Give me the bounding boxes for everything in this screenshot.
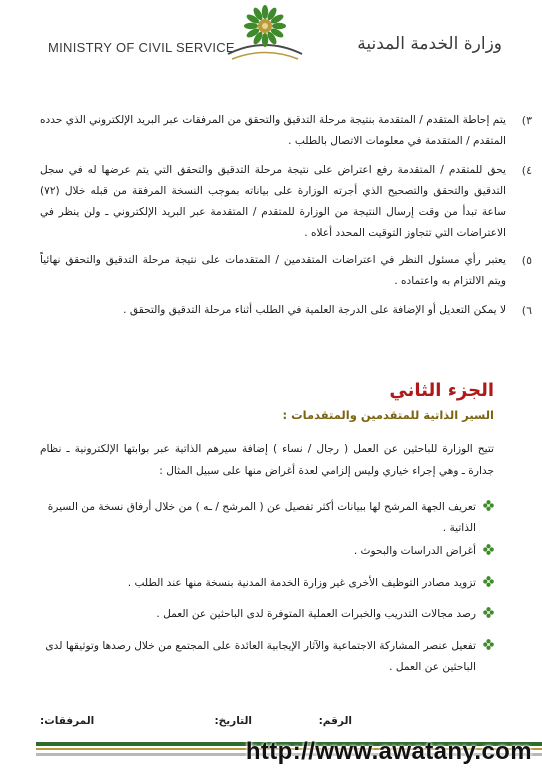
list-item [40, 110, 532, 152]
ministry-name-ar: وزارة الخدمة المدنية [357, 34, 502, 54]
item-number: ٤) [521, 164, 532, 177]
footer-labels [40, 715, 502, 731]
item-text: يعتبر رأي مسئول النظر في اعتراضات المتقدمين / المتقدمات على نتيجة مرحلة التدقيق والتحقق نهائياً ويتم الالتزام به واعتماده . [40, 254, 506, 287]
letterhead [0, 0, 542, 80]
bullet-item [40, 573, 494, 594]
item-text: لا يمكن التعديل أو الإضافة على الدرجة العلمية في الطلب أثناء مرحلة التدقيق والتحقق . [123, 304, 506, 316]
bullet-item [40, 497, 494, 539]
diamond-bullet-icon [483, 576, 494, 587]
diamond-bullet-icon [483, 639, 494, 650]
diamond-bullet-icon [483, 500, 494, 511]
bullet-text: أغراض الدراسات والبحوث . [353, 545, 476, 557]
bullet-item [40, 604, 494, 625]
list-item [40, 250, 532, 292]
item-number: ٣) [521, 114, 532, 127]
bullet-item [40, 636, 494, 678]
watermark-url: http://www.awatany.com [245, 738, 532, 765]
date-label: التاريخ: [214, 715, 252, 727]
bullet-text: تفعيل عنصر المشاركة الاجتماعية والآثار الإيجابية العائدة على المجتمع من خلال رصدها وتوثيقها لدى الباحثين عن العمل . [45, 640, 476, 673]
section-subtitle: السير الذاتية للمتقدمين والمتقدمات : [282, 408, 494, 422]
ministry-logo-icon [222, 2, 308, 76]
ministry-name-en: MINISTRY OF CIVIL SERVICE [48, 40, 235, 55]
list-item [40, 160, 532, 244]
item-number: ٦) [521, 304, 532, 317]
bullet-item [40, 541, 494, 562]
item-number: ٥) [521, 254, 532, 267]
bullet-text: تزويد مصادر التوظيف الأخرى غير وزارة الخدمة المدنية بنسخة منها عند الطلب . [127, 577, 476, 589]
diamond-bullet-icon [483, 607, 494, 618]
bullet-text: تعريف الجهة المرشح لها ببيانات أكثر تفصيل عن ( المرشح / ـه ) من خلال أرفاق نسخة من السيرة الذاتية . [47, 501, 476, 534]
item-text: يحق للمتقدم / المتقدمة رفع اعتراض على نتيجة مرحلة التدقيق والتحقق التي يتم عرضها له في سجل التدقيق والتحقق والتصحيح الذي أجرته الوزارة على بياناته بموجب النسخة المرفقة من قبله خلال (٧٢) ساعة تبدأ من وقت إرسال النتيجة من الوزارة للمتقدم / المتقدمة عبر البريد الإلكتروني ـ ولن ينظر في الاعتراضات التي تتجاوز التوقيت المحدد أعلاه . [40, 164, 506, 239]
attachments-label: المرفقات: [40, 715, 95, 727]
list-item [40, 300, 532, 321]
number-label: الرقم: [318, 715, 352, 727]
section-intro: تتيح الوزارة للباحثين عن العمل ( رجال / نساء ) إضافة سيرهم الذاتية عبر بوابتها الإلكترونية ـ نظام جدارة ـ وهي إجراء خياري وليس إلزامي لعدة أغراض منها على سبيل المثال : [40, 443, 494, 477]
item-text: يتم إحاطة المتقدم / المتقدمة بنتيجة مرحلة التدقيق والتحقق من المرفقات عبر البريد الإلكتروني الذي حدده المتقدم / المتقدمة في معلومات الاتصال بالطلب . [40, 114, 506, 147]
bullet-text: رصد مجالات التدريب والخبرات العملية المتوفرة لدى الباحثين عن العمل . [156, 608, 476, 620]
section-title: الجزء الثاني [389, 380, 494, 401]
diamond-bullet-icon [483, 544, 494, 555]
